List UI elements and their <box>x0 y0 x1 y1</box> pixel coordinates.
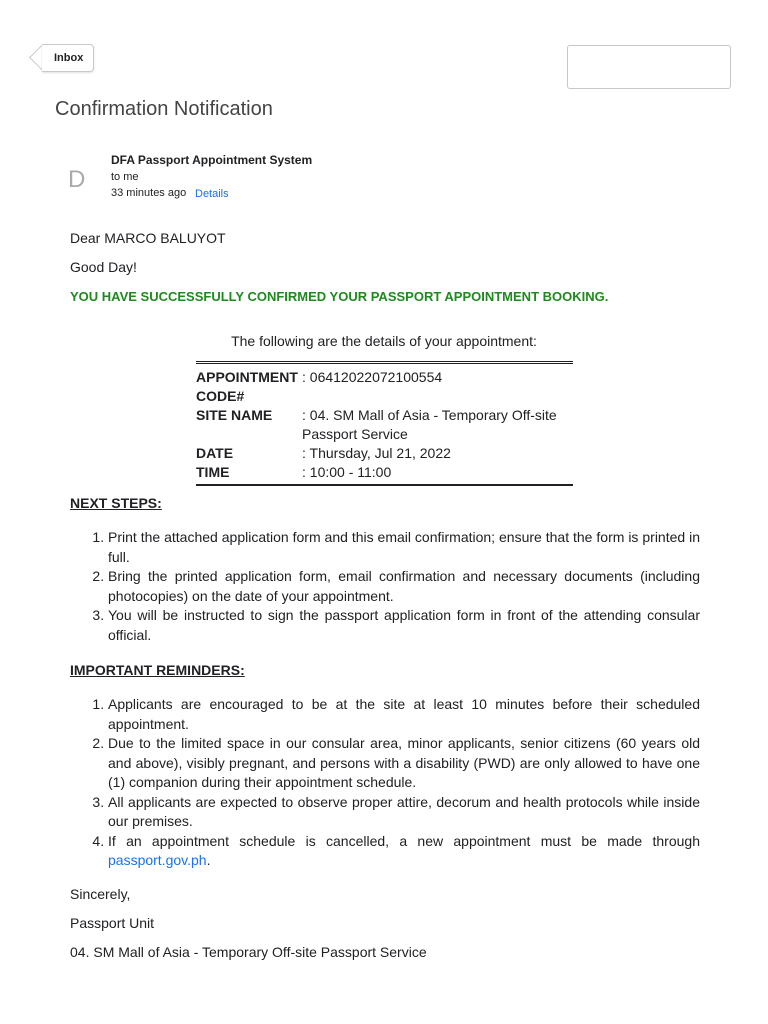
appointment-label: DATE <box>196 445 234 461</box>
appointment-value: : 06412022072100554 <box>302 369 443 385</box>
appointment-value: : 04. SM Mall of Asia - Temporary Off-site Passport Service <box>302 407 557 442</box>
email-timestamp: 33 minutes ago <box>111 187 187 199</box>
greeting: Dear MARCO BALUYOT <box>70 230 226 246</box>
appointment-details-table <box>196 361 573 486</box>
appointment-value: : 10:00 - 11:00 <box>302 464 392 480</box>
reminder-end: . <box>206 852 211 868</box>
list-item: 1. Print the attached application form and this email confirmation; ensure that the form is printed in full. <box>108 528 700 567</box>
list-item: 3. All applicants are expected to observe proper attire, decorum and health protocols while inside our premises. <box>108 793 700 832</box>
appointment-value: : Thursday, Jul 21, 2022 <box>302 445 451 461</box>
sender-avatar: D <box>68 166 86 193</box>
closing: Sincerely, <box>70 886 131 902</box>
next-steps-list <box>70 528 700 645</box>
list-item: 3. You will be instructed to sign the passport application form in front of the attending consular official. <box>108 606 700 645</box>
list-item: 2. Due to the limited space in our consular area, minor applicants, senior citizens (60 years old and above), visibly pregnant, and persons with a disability (PWD) are only allowed to have one (1) companion during their appointment schedule. <box>108 734 700 793</box>
email-subject: Confirmation Notification <box>55 98 273 120</box>
good-day: Good Day! <box>70 259 137 275</box>
reminders-list <box>70 695 700 871</box>
list-item: 1. Applicants are encouraged to be at the site at least 10 minutes before their scheduled appointment. <box>108 695 700 734</box>
reminder-text: If an appointment schedule is cancelled, a new appointment must be made through <box>108 832 700 849</box>
passport-site-link[interactable]: passport.gov.ph <box>108 852 207 868</box>
signature-site: 04. SM Mall of Asia - Temporary Off-site Passport Service <box>70 944 427 960</box>
toolbar-input-box[interactable] <box>567 45 731 89</box>
appointment-label: SITE NAME <box>196 407 273 423</box>
appointment-row <box>196 368 573 406</box>
list-item <box>108 832 700 871</box>
back-to-inbox-button[interactable]: Inbox <box>42 44 94 72</box>
appointment-intro: The following are the details of your appointment: <box>231 333 537 349</box>
appointment-row <box>196 463 573 482</box>
sender-name: DFA Passport Appointment System <box>111 153 313 167</box>
appointment-row <box>196 444 573 463</box>
important-reminders-title: IMPORTANT REMINDERS: <box>70 662 245 678</box>
success-message: YOU HAVE SUCCESSFULLY CONFIRMED YOUR PASSPORT APPOINTMENT BOOKING. <box>70 289 609 304</box>
appointment-label: TIME <box>196 464 230 480</box>
appointment-label: APPOINTMENT CODE# <box>196 369 298 404</box>
appointment-row <box>196 406 573 444</box>
next-steps-title: NEXT STEPS: <box>70 495 162 511</box>
signature-unit: Passport Unit <box>70 915 155 931</box>
details-link[interactable]: Details <box>195 188 229 200</box>
recipient-label: to me <box>111 171 139 183</box>
list-item: 2. Bring the printed application form, email confirmation and necessary documents (including photocopies) on the date of your appointment. <box>108 567 700 606</box>
